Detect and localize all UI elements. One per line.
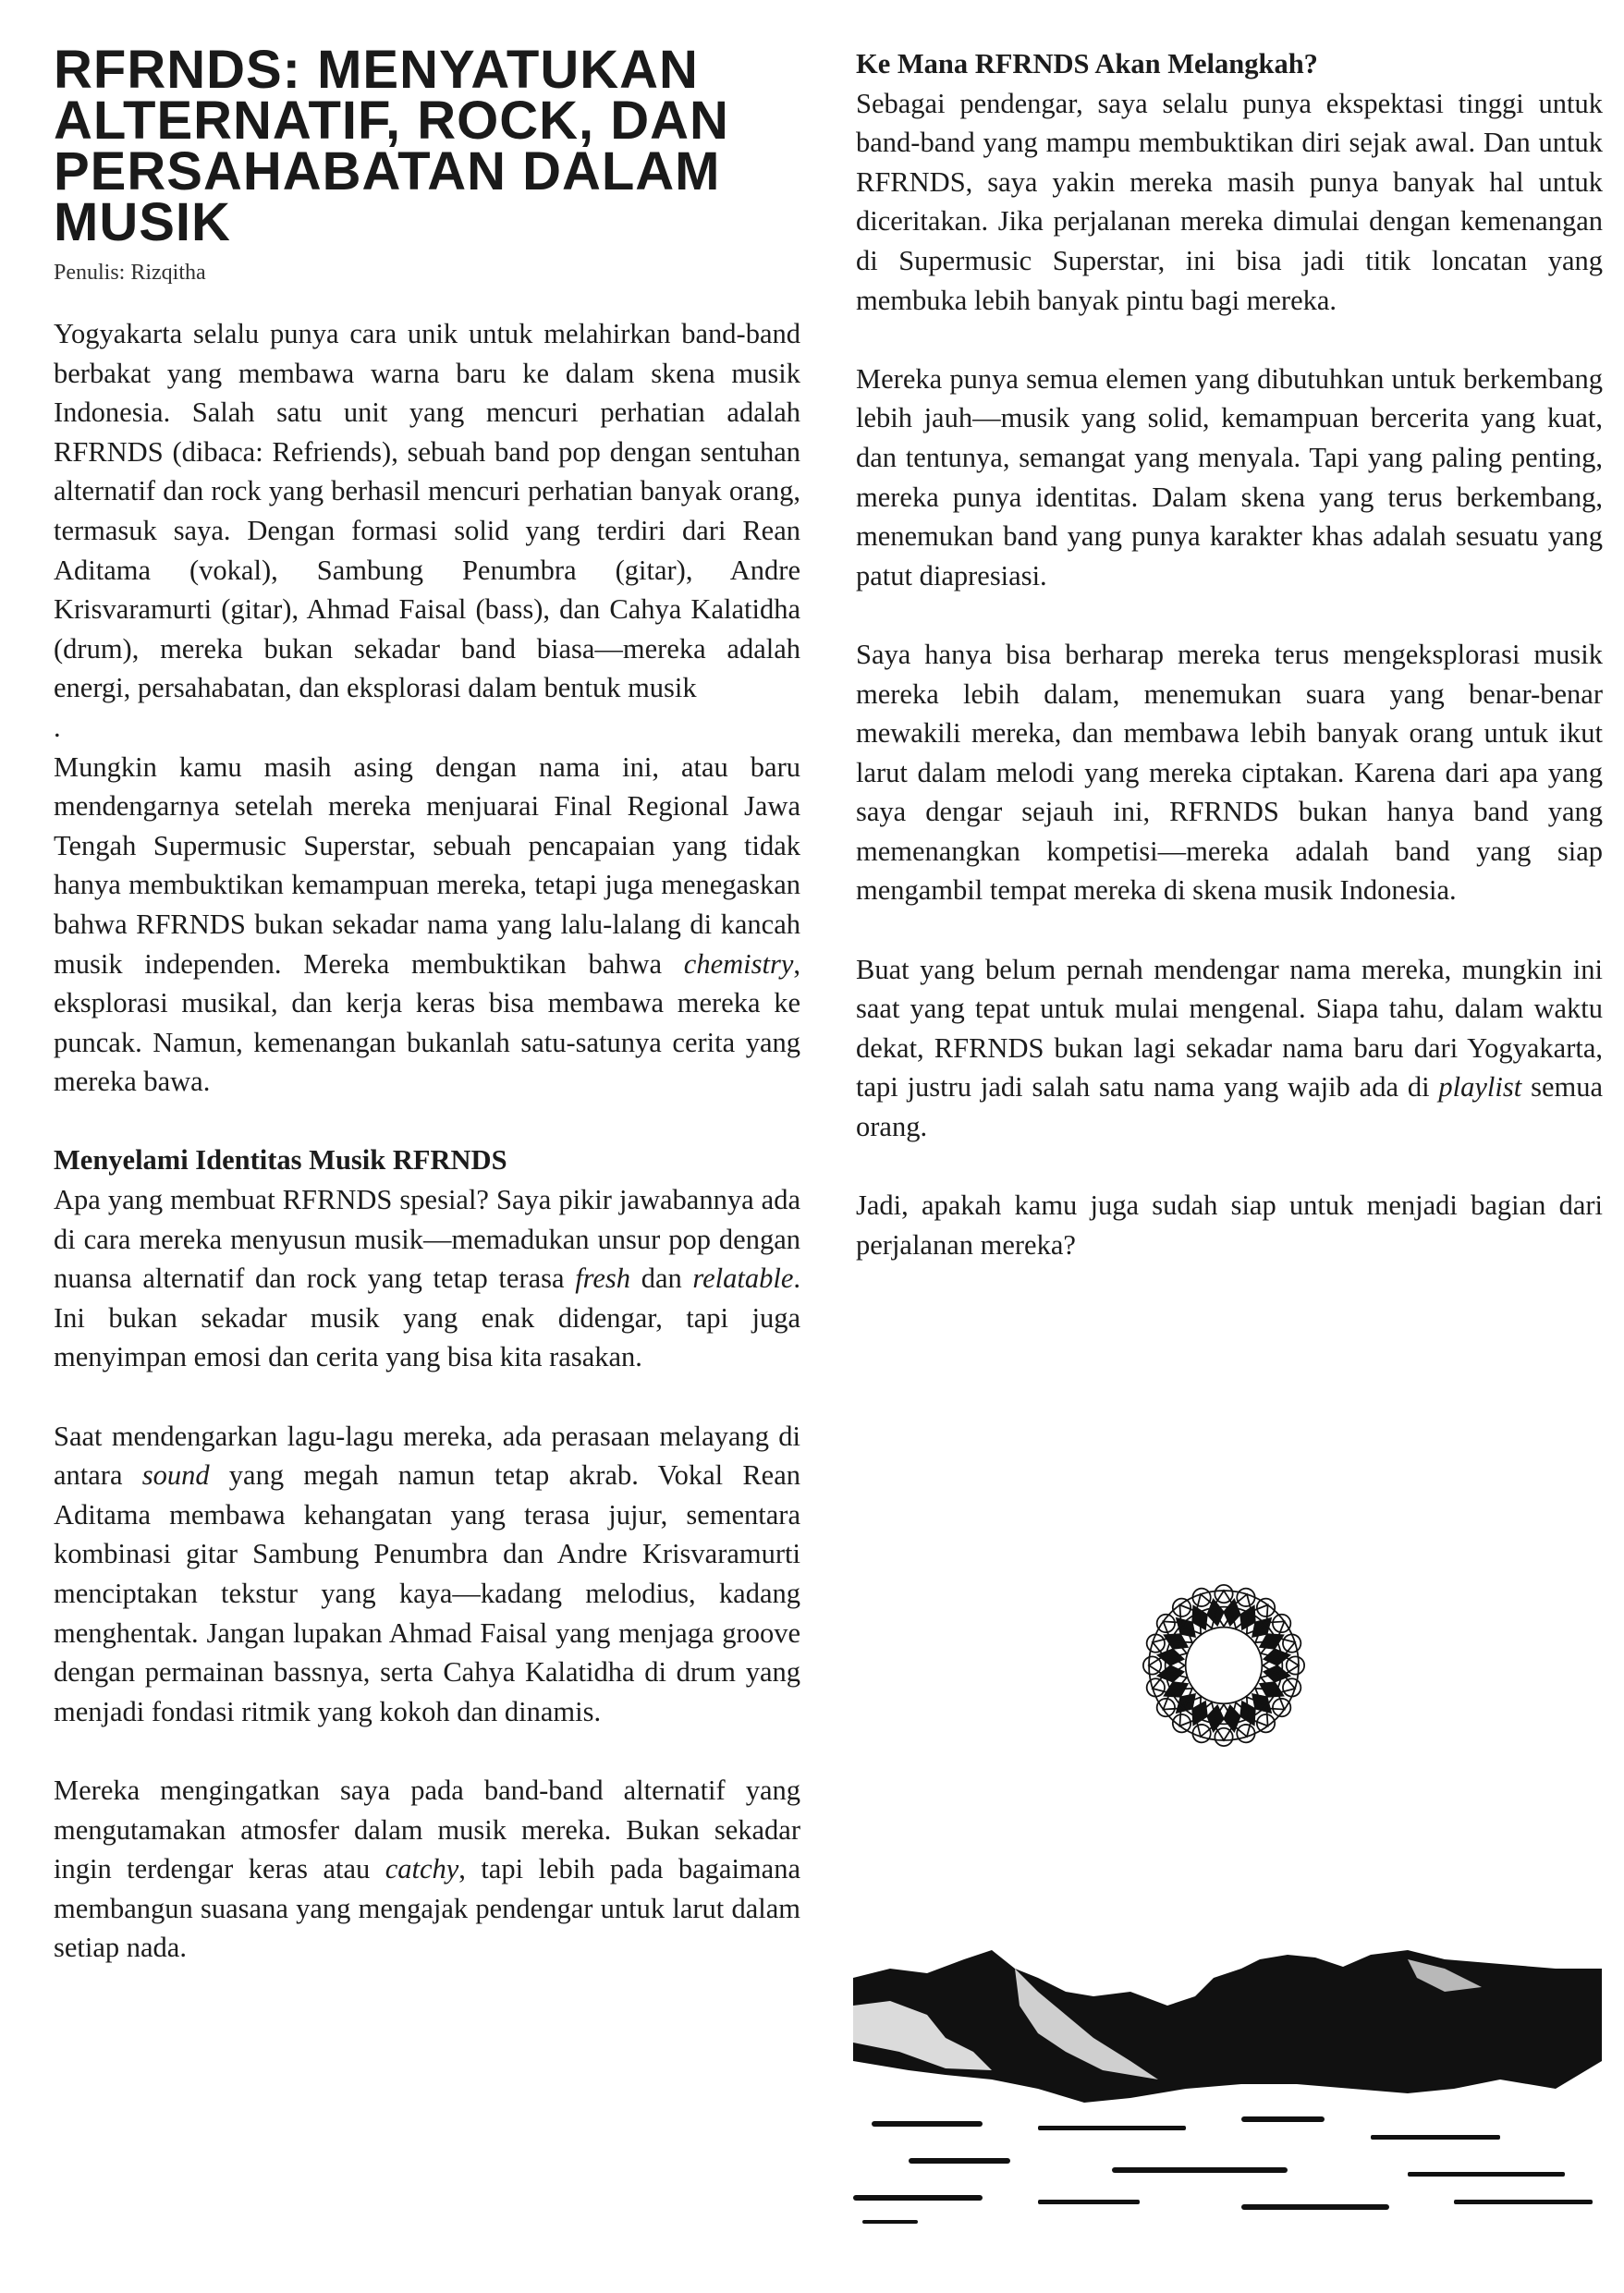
text: dan: [630, 1262, 693, 1295]
emphasis: chemistry: [683, 947, 794, 980]
article-title: RFRNDS: MENYATUKAN ALTERNATIF, ROCK, DAN PERSAHABATAN DALAM MUSIK: [54, 40, 729, 252]
paragraph-closing: Jadi, apakah kamu juga sudah siap untuk menjadi bagian dari perjalanan mereka?: [856, 1189, 1603, 1261]
paragraph-achievement: [54, 748, 800, 1102]
emphasis: catchy: [385, 1853, 459, 1885]
text: , tapi lebih pada bagaimana membangun suasana yang mengajak pendengar untuk larut dalam setiap nada.: [54, 1853, 800, 1964]
section-heading-future: Ke Mana RFRNDS Akan Melangkah?: [856, 48, 1318, 79]
emphasis: playlist: [1438, 1071, 1522, 1104]
text: semua orang.: [856, 1071, 1604, 1143]
text: Mereka mengingatkan saya pada band-band alternatif yang mengutamakan atmosfer dalam musik mereka. Bukan sekadar ingin terdengar keras atau: [54, 1774, 800, 1885]
text: Apa yang membuat RFRNDS spesial? Saya pikir jawabannya ada di cara mereka menyusun musik—memadukan unsur pop dengan nuansa alternatif dan rock yang tetap terasa: [54, 1184, 800, 1295]
left-column: [54, 40, 800, 2007]
mandala-ornament-icon: [1142, 1584, 1305, 1747]
mountain-illustration: [853, 1950, 1602, 2227]
text: yang megah namun tetap akrab. Vokal Rean Aditama membawa kehangatan yang terasa jujur, sementara kombinasi gitar Sambung Penumbra dan Andre Krisvaramurti menciptakan tekstur yang kaya—kadang melodius, kadang menghentak. Jangan lupakan Ahmad Faisal yang menjaga groove dengan permainan bassnya, serta Cahya Kalatidha di drum yang menjadi fondasi ritmik yang kokoh dan dinamis.: [54, 1459, 800, 1727]
text: , eksplorasi musikal, dan kerja keras bisa membawa mereka ke puncak. Namun, kemenangan bukanlah satu-satunya cerita yang mereka bawa.: [54, 947, 800, 1098]
paragraph-future-4: [856, 950, 1603, 1147]
intro-paragraph: Yogyakarta selalu punya cara unik untuk melahirkan band-band berbakat yang membawa warna baru ke dalam skena musik Indonesia. Salah satu unit yang mencuri perhatian adalah RFRNDS (dibaca: Refriends), sebuah band pop dengan sentuhan alternatif dan rock yang berhasil mencuri perhatian banyak orang, termasuk saya. Dengan formasi solid yang terdiri dari Rean Aditama (vokal), Sambung Penumbra (gitar), Andre Krisvaramurti (gitar), Ahmad Faisal (bass), dan Cahya Kalatidha (drum), mereka bukan sekadar band biasa—mereka adalah energi, persahabatan, dan eksplorasi dalam bentuk musik: [54, 318, 800, 704]
emphasis: sound: [141, 1459, 210, 1492]
right-column: [856, 44, 1603, 1304]
text: . Ini bukan sekadar musik yang enak didengar, tapi juga menyimpan emosi dan cerita yang bisa kita rasakan.: [54, 1262, 800, 1373]
emphasis: relatable: [692, 1262, 794, 1295]
text: Saat mendengarkan lagu-lagu mereka, ada perasaan melayang di antara: [54, 1420, 800, 1492]
paragraph-future-1: Sebagai pendengar, saya selalu punya ekspektasi tinggi untuk band-band yang mampu membuktikan diri sejak awal. Dan untuk RFRNDS, saya yakin mereka masih punya banyak hal untuk diceritakan. Jika perjalanan mereka dimulai dengan kemenangan di Supermusic Superstar, ini bisa jadi titik loncatan yang membuka lebih banyak pintu bagi mereka.: [856, 87, 1603, 316]
text: Mungkin kamu masih asing dengan nama ini, atau baru mendengarnya setelah mereka menjuarai Final Regional Jawa Tengah Supermusic Superstar, sebuah pencapaian yang tidak hanya membuktikan kemampuan mereka, tetapi juga menegaskan bahwa RFRNDS bukan sekadar nama yang lalu-lalang di kancah musik independen. Mereka membuktikan bahwa: [54, 750, 800, 980]
paragraph-future-2: Mereka punya semua elemen yang dibutuhkan untuk berkembang lebih jauh—musik yang solid, kemampuan bercerita yang kuat, dan tentunya, semangat yang menyala. Tapi yang paling penting, mereka punya identitas. Dalam skena yang terus berkembang, menemukan band yang punya karakter khas adalah sesuatu yang patut diapresiasi.: [856, 362, 1603, 592]
text: Buat yang belum pernah mendengar nama mereka, mungkin ini saat yang tepat untuk mulai mengenal. Siapa tahu, dalam waktu dekat, RFRNDS bukan lagi sekadar nama baru dari Yogyakarta, tapi justru jadi salah satu nama yang wajib ada di: [856, 953, 1603, 1104]
paragraph-future-3: Saya hanya bisa berharap mereka terus mengeksplorasi musik mereka lebih dalam, menemukan suara yang benar-benar mewakili mereka, dan membawa lebih banyak orang untuk ikut larut dalam melodi yang mereka ciptakan. Karena dari apa yang saya dengar sejauh ini, RFRNDS bukan hanya band yang memenangkan kompetisi—mereka adalah band yang siap mengambil tempat mereka di skena musik Indonesia.: [856, 638, 1603, 907]
stray-period: .: [54, 711, 61, 743]
byline: Penulis: Rizqitha: [54, 261, 206, 285]
paragraph-identity-2: [54, 1417, 800, 1732]
section-heading-identity: Menyelami Identitas Musik RFRNDS: [54, 1144, 507, 1177]
paragraph-identity-1: [54, 1180, 800, 1377]
paragraph-identity-3: [54, 1771, 800, 1968]
emphasis: fresh: [575, 1262, 631, 1295]
